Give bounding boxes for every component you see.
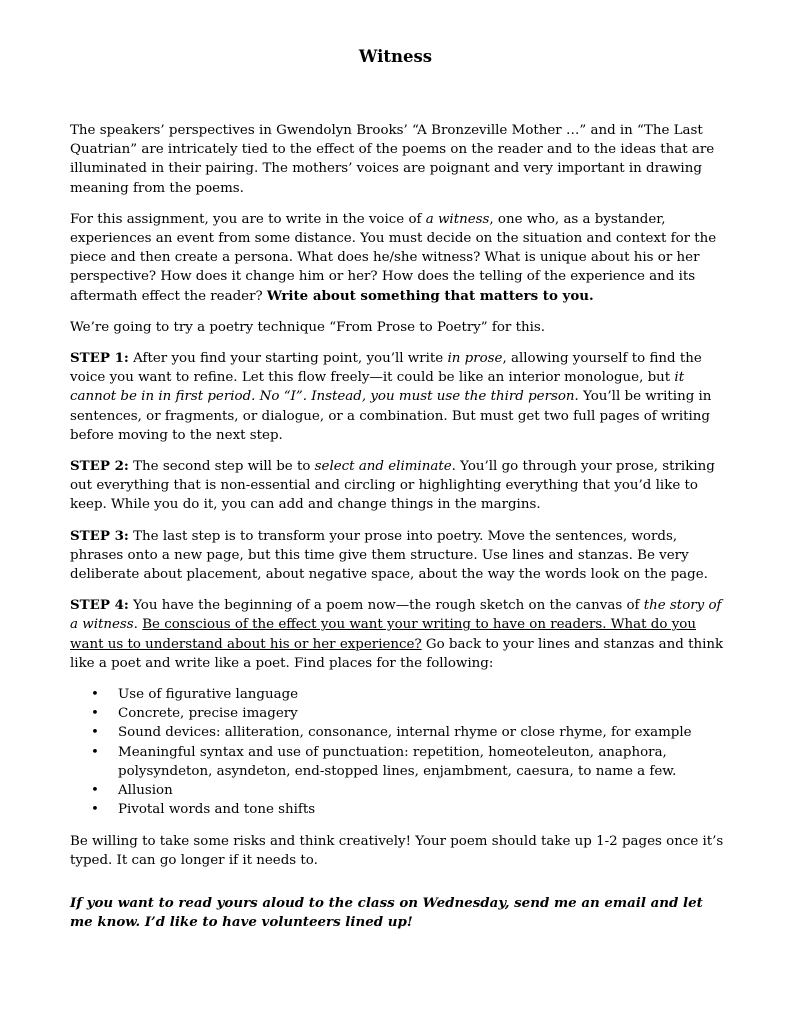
assignment-paragraph bbox=[70, 210, 724, 306]
step-4-label: STEP 4: bbox=[70, 597, 129, 614]
list-item-text: Sound devices: alliteration, consonance, internal rhyme or close rhyme, for example bbox=[118, 725, 692, 741]
list-item-text: Pivotal words and tone shifts bbox=[118, 802, 316, 818]
list-item-text: Meaningful syntax and use of punctuation: repetition, homeoteleuton, anaphora, polysyndeton, asyndeton, end-stopped lines, enjambment, caesura, to name a few. bbox=[118, 744, 677, 779]
step-1-text-continued: , allowing yourself to find the voice you want to refine. Let this flow freely—it could be like an interior monologue, but bbox=[70, 351, 702, 386]
list-item-text: Allusion bbox=[118, 783, 173, 799]
document-title: Witness bbox=[358, 47, 433, 66]
bullet-icon: • bbox=[91, 687, 99, 703]
step-4-paragraph bbox=[70, 596, 724, 673]
list-item-text: Use of figurative language bbox=[118, 687, 299, 703]
risks-paragraph: Be willing to take some risks and think creatively! Your poem should take up 1-2 pages once it’s typed. It can go longer if it needs to. bbox=[70, 833, 724, 868]
step-2-text-continued: . You’ll go through your prose, striking out everything that is non-essential and circling or highlighting everything that you’d like to keep. While you do it, you can add and change things in the margins. bbox=[70, 459, 715, 513]
step-2-paragraph bbox=[70, 457, 724, 515]
bullet-icon: • bbox=[91, 725, 99, 741]
assignment-emphasis: a witness bbox=[425, 211, 490, 227]
step-4-text: You have the beginning of a poem now—the rough sketch on the canvas of bbox=[128, 598, 644, 614]
closing-note: If you want to read yours aloud to the class on Wednesday, send me an email and let me know. I’d like to have volunteers lined up! bbox=[70, 894, 703, 931]
step-4-underlined-text: Be conscious of the effect you want your writing to have on readers. What do you want us to understand about his or her experience? bbox=[70, 617, 696, 652]
step-2-text: The second step will be to bbox=[128, 459, 315, 475]
step-1-label: STEP 1: bbox=[70, 350, 129, 367]
step-2-label: STEP 2: bbox=[70, 458, 129, 475]
list-item bbox=[70, 800, 724, 819]
step-4-text-end: Go back to your lines and stanzas and think like a poet and write like a poet. Find places for the following: bbox=[70, 636, 724, 671]
list-item bbox=[70, 723, 724, 742]
list-item-text: Concrete, precise imagery bbox=[118, 706, 298, 722]
list-item bbox=[70, 781, 724, 800]
bullet-icon: • bbox=[91, 744, 99, 760]
step-1-text-end: You’ll be writing in sentences, or fragments, or dialogue, or a combination. But must get two full pages of writing before moving to the next step. bbox=[70, 389, 712, 443]
devices-list bbox=[70, 685, 724, 819]
assignment-text: For this assignment, you are to write in the voice of bbox=[70, 211, 426, 227]
list-item bbox=[70, 685, 724, 704]
bullet-icon: • bbox=[91, 802, 99, 818]
bullet-icon: • bbox=[91, 783, 99, 799]
bullet-icon: • bbox=[91, 706, 99, 722]
step-4-emphasis: the story of a witness bbox=[70, 598, 722, 633]
step-2-emphasis: select and eliminate bbox=[314, 459, 452, 475]
document-body bbox=[70, 121, 724, 944]
step-3-paragraph bbox=[70, 527, 724, 585]
assignment-text-continued: , one who, as a bystander, experiences an event from some distance. You must decide on the situation and context for the piece and then create a persona. What does he/she witness? What is unique about his or her perspective? How does it change him or her? How does the telling of the experience and its aftermath effect the reader? bbox=[70, 211, 717, 304]
intro-paragraph: The speakers’ perspectives in Gwendolyn Brooks’ “A Bronzeville Mother …” and in “The Last Quatrian” are intricately tied to the effect of the poems on the reader and to the ideas that are illuminated in their pairing. The mothers’ voices are poignant and very important in drawing meaning from the poems. bbox=[70, 123, 715, 196]
step-3-label: STEP 3: bbox=[70, 527, 129, 544]
step-3-text: The last step is to transform your prose into poetry. Move the sentences, words, phrases onto a new page, but this time give them structure. Use lines and stanzas. Be very deliberate about placement, about negative space, about the way the words look on the page. bbox=[70, 528, 708, 583]
step-1-emphasis: in prose bbox=[447, 351, 503, 367]
assignment-bold-instruction: Write about something that matters to you. bbox=[266, 287, 594, 304]
step-4-text-continued: . bbox=[133, 617, 143, 633]
step-1-paragraph bbox=[70, 349, 724, 445]
technique-paragraph: We’re going to try a poetry technique “From Prose to Poetry” for this. bbox=[70, 319, 545, 335]
list-item bbox=[70, 704, 724, 723]
step-1-text: After you find your starting point, you’ll write bbox=[128, 351, 448, 367]
step-1-italic-rule: it cannot be in in first period. No “I”. Instead, you must use the third person. bbox=[70, 370, 685, 405]
list-item bbox=[70, 743, 724, 781]
